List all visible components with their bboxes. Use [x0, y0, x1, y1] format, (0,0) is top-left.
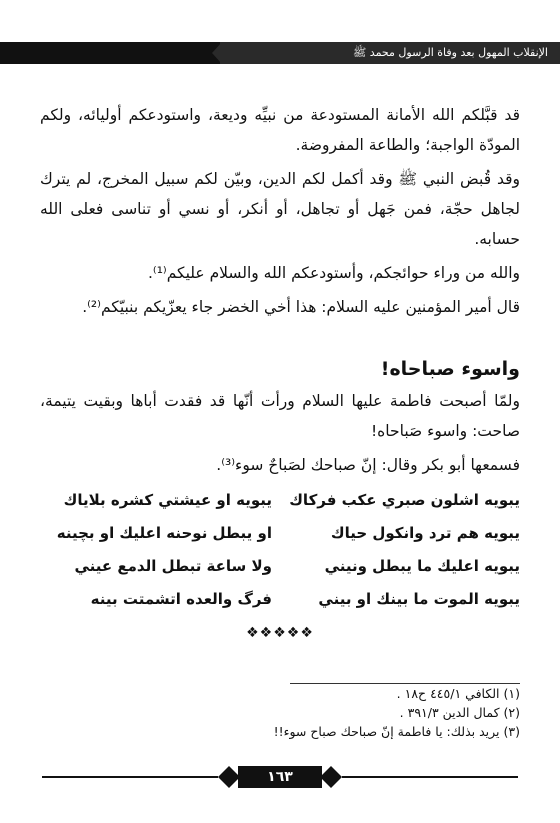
footnote-3: (٣) يريد بذلك: يا فاطمة إنّ صباحك صباح سوء!! [273, 724, 520, 739]
footnotes [40, 684, 520, 741]
paragraph-4: قال أمير المؤمنين عليه السلام: هذا أخي الخضر جاء يعزّيكم بنبيّكم⁽²⁾. [82, 298, 520, 316]
page-content [40, 100, 520, 648]
poem-hemistich: او يبطل نوحنه اعليك او بچينه [56, 524, 272, 542]
footer-rule-left [42, 776, 218, 778]
footer-rule-right [342, 776, 518, 778]
paragraph-2: وقد قُبض النبي ﷺ وقد أكمل لكم الدين، وبيّن لكم سبيل المخرج، لم يترك لجاهل حجّة، فمن جَهل أو تجاهل، أو أنكر، أو نسي أو تناسى فعلى الله حسابه. [40, 170, 520, 248]
ornament-separator: ❖❖❖❖❖ [246, 625, 314, 641]
poem-hemistich: يبويه اشلون صبري عكب فركاك [289, 491, 520, 509]
section-paragraph-1: ولمّا أصبحت فاطمة عليها السلام ورأت أنّها قد فقدت أباها وبقيت يتيمة، صاحت: واسوء صَباحاه! [40, 392, 520, 440]
paragraph-1: قد قبَّلكم الله الأمانة المستودعة من نبيِّه وديعة، واستودعكم أوليائه، ولكم المودّة الواجبة؛ والطاعة المفروضة. [40, 106, 520, 154]
poem-hemistich: يبويه هم ترد وانكول حياك [330, 524, 520, 542]
section-paragraph-2: فسمعها أبو بكر وقال: إنّ صباحك لصَباحٌ سوء⁽³⁾. [216, 456, 520, 474]
poem-hemistich: فرگ والعده اتشمتت بينه [90, 590, 272, 608]
footnote-2: (٢) كمال الدين ٣٩١/٣ . [399, 705, 520, 720]
page-number: ١٦٣ [238, 766, 322, 788]
paragraph-3: والله من وراء حوائجكم، وأستودعكم الله والسلام عليكم⁽¹⁾. [147, 264, 520, 282]
poem-hemistich: يبويه الموت ما بينك او بيني [318, 590, 520, 608]
running-header [0, 42, 560, 64]
poem-hemistich: يبويه اعليك ما يبطل ونيني [324, 557, 520, 575]
diamond-ornament-icon [218, 766, 240, 788]
footnote-1: (١) الكافي ٤٤٥/١ ح١٨ . [396, 686, 520, 701]
section-title: واسوء صباحاه! [380, 358, 520, 380]
page-number-footer [0, 766, 560, 788]
poem-hemistich: يبويه او عيشتي كشره بلاياك [63, 491, 272, 509]
header-title: الإنقلاب المهول بعد وفاة الرسول محمد ﷺ [220, 42, 560, 64]
poem [40, 484, 520, 616]
diamond-ornament-icon [320, 766, 342, 788]
poem-hemistich: ولا ساعة تبطل الدمع عيني [74, 557, 272, 575]
